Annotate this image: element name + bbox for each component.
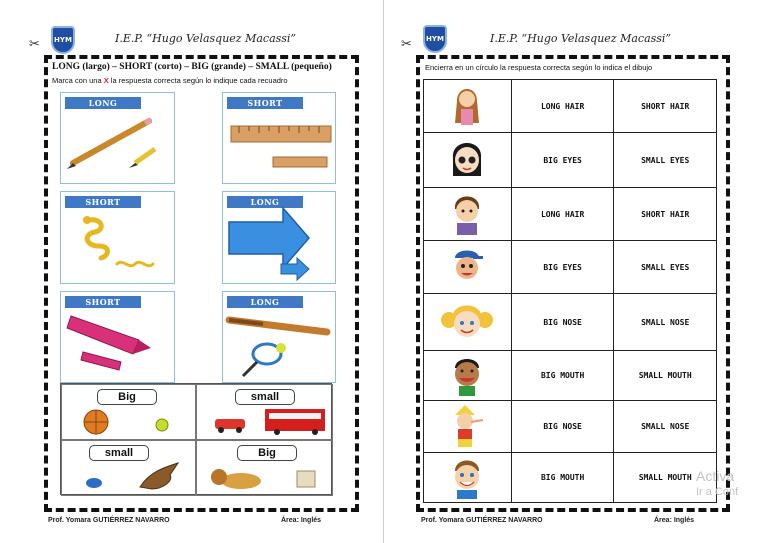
footer-area: Área: Inglés xyxy=(654,517,695,524)
footer-teacher: Prof. Yomara GUTIÉRREZ NAVARRO xyxy=(421,517,543,524)
answer-option[interactable]: SMALL EYES xyxy=(614,241,717,294)
choice-cell-crayon[interactable] xyxy=(60,291,175,383)
answer-option[interactable]: LONG HAIR xyxy=(511,188,614,241)
choice-cell-ruler[interactable] xyxy=(222,92,336,184)
answer-option[interactable]: SHORT HAIR xyxy=(614,188,717,241)
picture-cell xyxy=(424,241,512,294)
cell-label: SHORT xyxy=(227,97,303,109)
answer-option[interactable]: SHORT HAIR xyxy=(614,80,717,133)
size-cell-vehicle[interactable] xyxy=(196,384,333,440)
scissors-icon: ✂ xyxy=(401,37,412,52)
cell-label: SHORT xyxy=(65,196,141,208)
ruler-icon xyxy=(223,93,337,185)
answer-option[interactable]: SMALL MOUTH xyxy=(614,453,717,503)
table-row xyxy=(424,133,717,188)
pencil-icon xyxy=(61,93,176,185)
crayon-icon xyxy=(61,292,176,384)
bat-icon xyxy=(223,292,337,384)
school-name: I.E.P. “Hugo Velasquez Macassi” xyxy=(490,32,672,45)
school-crest-icon: HYM xyxy=(423,25,447,53)
lion-icon xyxy=(197,441,334,497)
activation-watermark: Activa Ir a Conf xyxy=(696,468,739,498)
school-crest-icon: HYM xyxy=(51,26,75,54)
girl-big-eyes-icon xyxy=(447,136,487,184)
picture-cell xyxy=(424,401,512,453)
size-label: Big xyxy=(97,389,157,405)
size-cell-bird[interactable] xyxy=(61,440,196,496)
answer-option[interactable]: BIG NOSE xyxy=(511,294,614,351)
cell-label: LONG xyxy=(227,196,303,208)
pinocchio-icon xyxy=(445,403,489,451)
size-label: small xyxy=(89,445,149,461)
answer-option[interactable]: BIG EYES xyxy=(511,133,614,188)
table-row xyxy=(424,401,717,453)
table-row xyxy=(424,294,717,351)
girl-pigtails-icon xyxy=(439,298,495,346)
cell-label: LONG xyxy=(65,97,141,109)
snake-icon xyxy=(61,192,176,285)
cell-label: SHORT xyxy=(65,296,141,308)
size-label: small xyxy=(235,389,295,405)
footer-area: Área: Inglés xyxy=(281,517,322,524)
worksheet-title: LONG (largo) – SHORT (corto) – BIG (grande) – SMALL (pequeño) xyxy=(52,62,332,72)
size-cell-ball[interactable] xyxy=(61,384,196,440)
picture-cell xyxy=(424,351,512,401)
answer-option[interactable]: SMALL EYES xyxy=(614,133,717,188)
picture-cell xyxy=(424,133,512,188)
answer-option[interactable]: SMALL NOSE xyxy=(614,401,717,453)
matching-table xyxy=(423,79,717,503)
answer-option[interactable]: LONG HAIR xyxy=(511,80,614,133)
size-grid xyxy=(60,383,332,495)
worksheet-instruction: Marca con una X la respuesta correcta según lo indique cada recuadro xyxy=(52,76,288,85)
boy-cap-icon xyxy=(447,244,487,290)
scissors-icon: ✂ xyxy=(29,37,40,52)
choice-cell-arrow[interactable] xyxy=(222,191,336,284)
boy-big-mouth-icon xyxy=(447,354,487,398)
footer-teacher: Prof. Yomara GUTIÉRREZ NAVARRO xyxy=(48,517,170,524)
answer-option[interactable]: BIG NOSE xyxy=(511,401,614,453)
answer-option[interactable]: BIG EYES xyxy=(511,241,614,294)
size-cell-lion[interactable] xyxy=(196,440,333,496)
cell-label: LONG xyxy=(227,296,303,308)
choice-cell-pencil[interactable] xyxy=(60,92,175,184)
page-divider xyxy=(383,0,384,543)
girl-long-hair-icon xyxy=(447,83,487,129)
boy-smile-icon xyxy=(447,455,487,501)
worksheet-instruction: Encierra en un círculo la respuesta correcta según lo indica el dibujo xyxy=(425,63,653,72)
boy-short-hair-icon xyxy=(447,191,487,237)
picture-cell xyxy=(424,80,512,133)
picture-cell xyxy=(424,294,512,351)
table-row xyxy=(424,453,717,503)
choice-cell-bat[interactable] xyxy=(222,291,336,383)
size-label: Big xyxy=(237,445,297,461)
table-row xyxy=(424,351,717,401)
table-row xyxy=(424,188,717,241)
picture-cell xyxy=(424,453,512,503)
ball-icon xyxy=(62,385,197,441)
vehicle-icon xyxy=(197,385,334,441)
school-name: I.E.P. “Hugo Velasquez Macassi” xyxy=(115,32,297,45)
answer-option[interactable]: BIG MOUTH xyxy=(511,351,614,401)
table-row xyxy=(424,80,717,133)
x-mark: X xyxy=(103,76,109,85)
answer-option[interactable]: SMALL NOSE xyxy=(614,294,717,351)
picture-cell xyxy=(424,188,512,241)
answer-option[interactable]: SMALL MOUTH xyxy=(614,351,717,401)
answer-option[interactable]: BIG MOUTH xyxy=(511,453,614,503)
table-row xyxy=(424,241,717,294)
arrow-icon xyxy=(223,192,337,285)
bird-icon xyxy=(62,441,197,497)
choice-cell-snake[interactable] xyxy=(60,191,175,284)
